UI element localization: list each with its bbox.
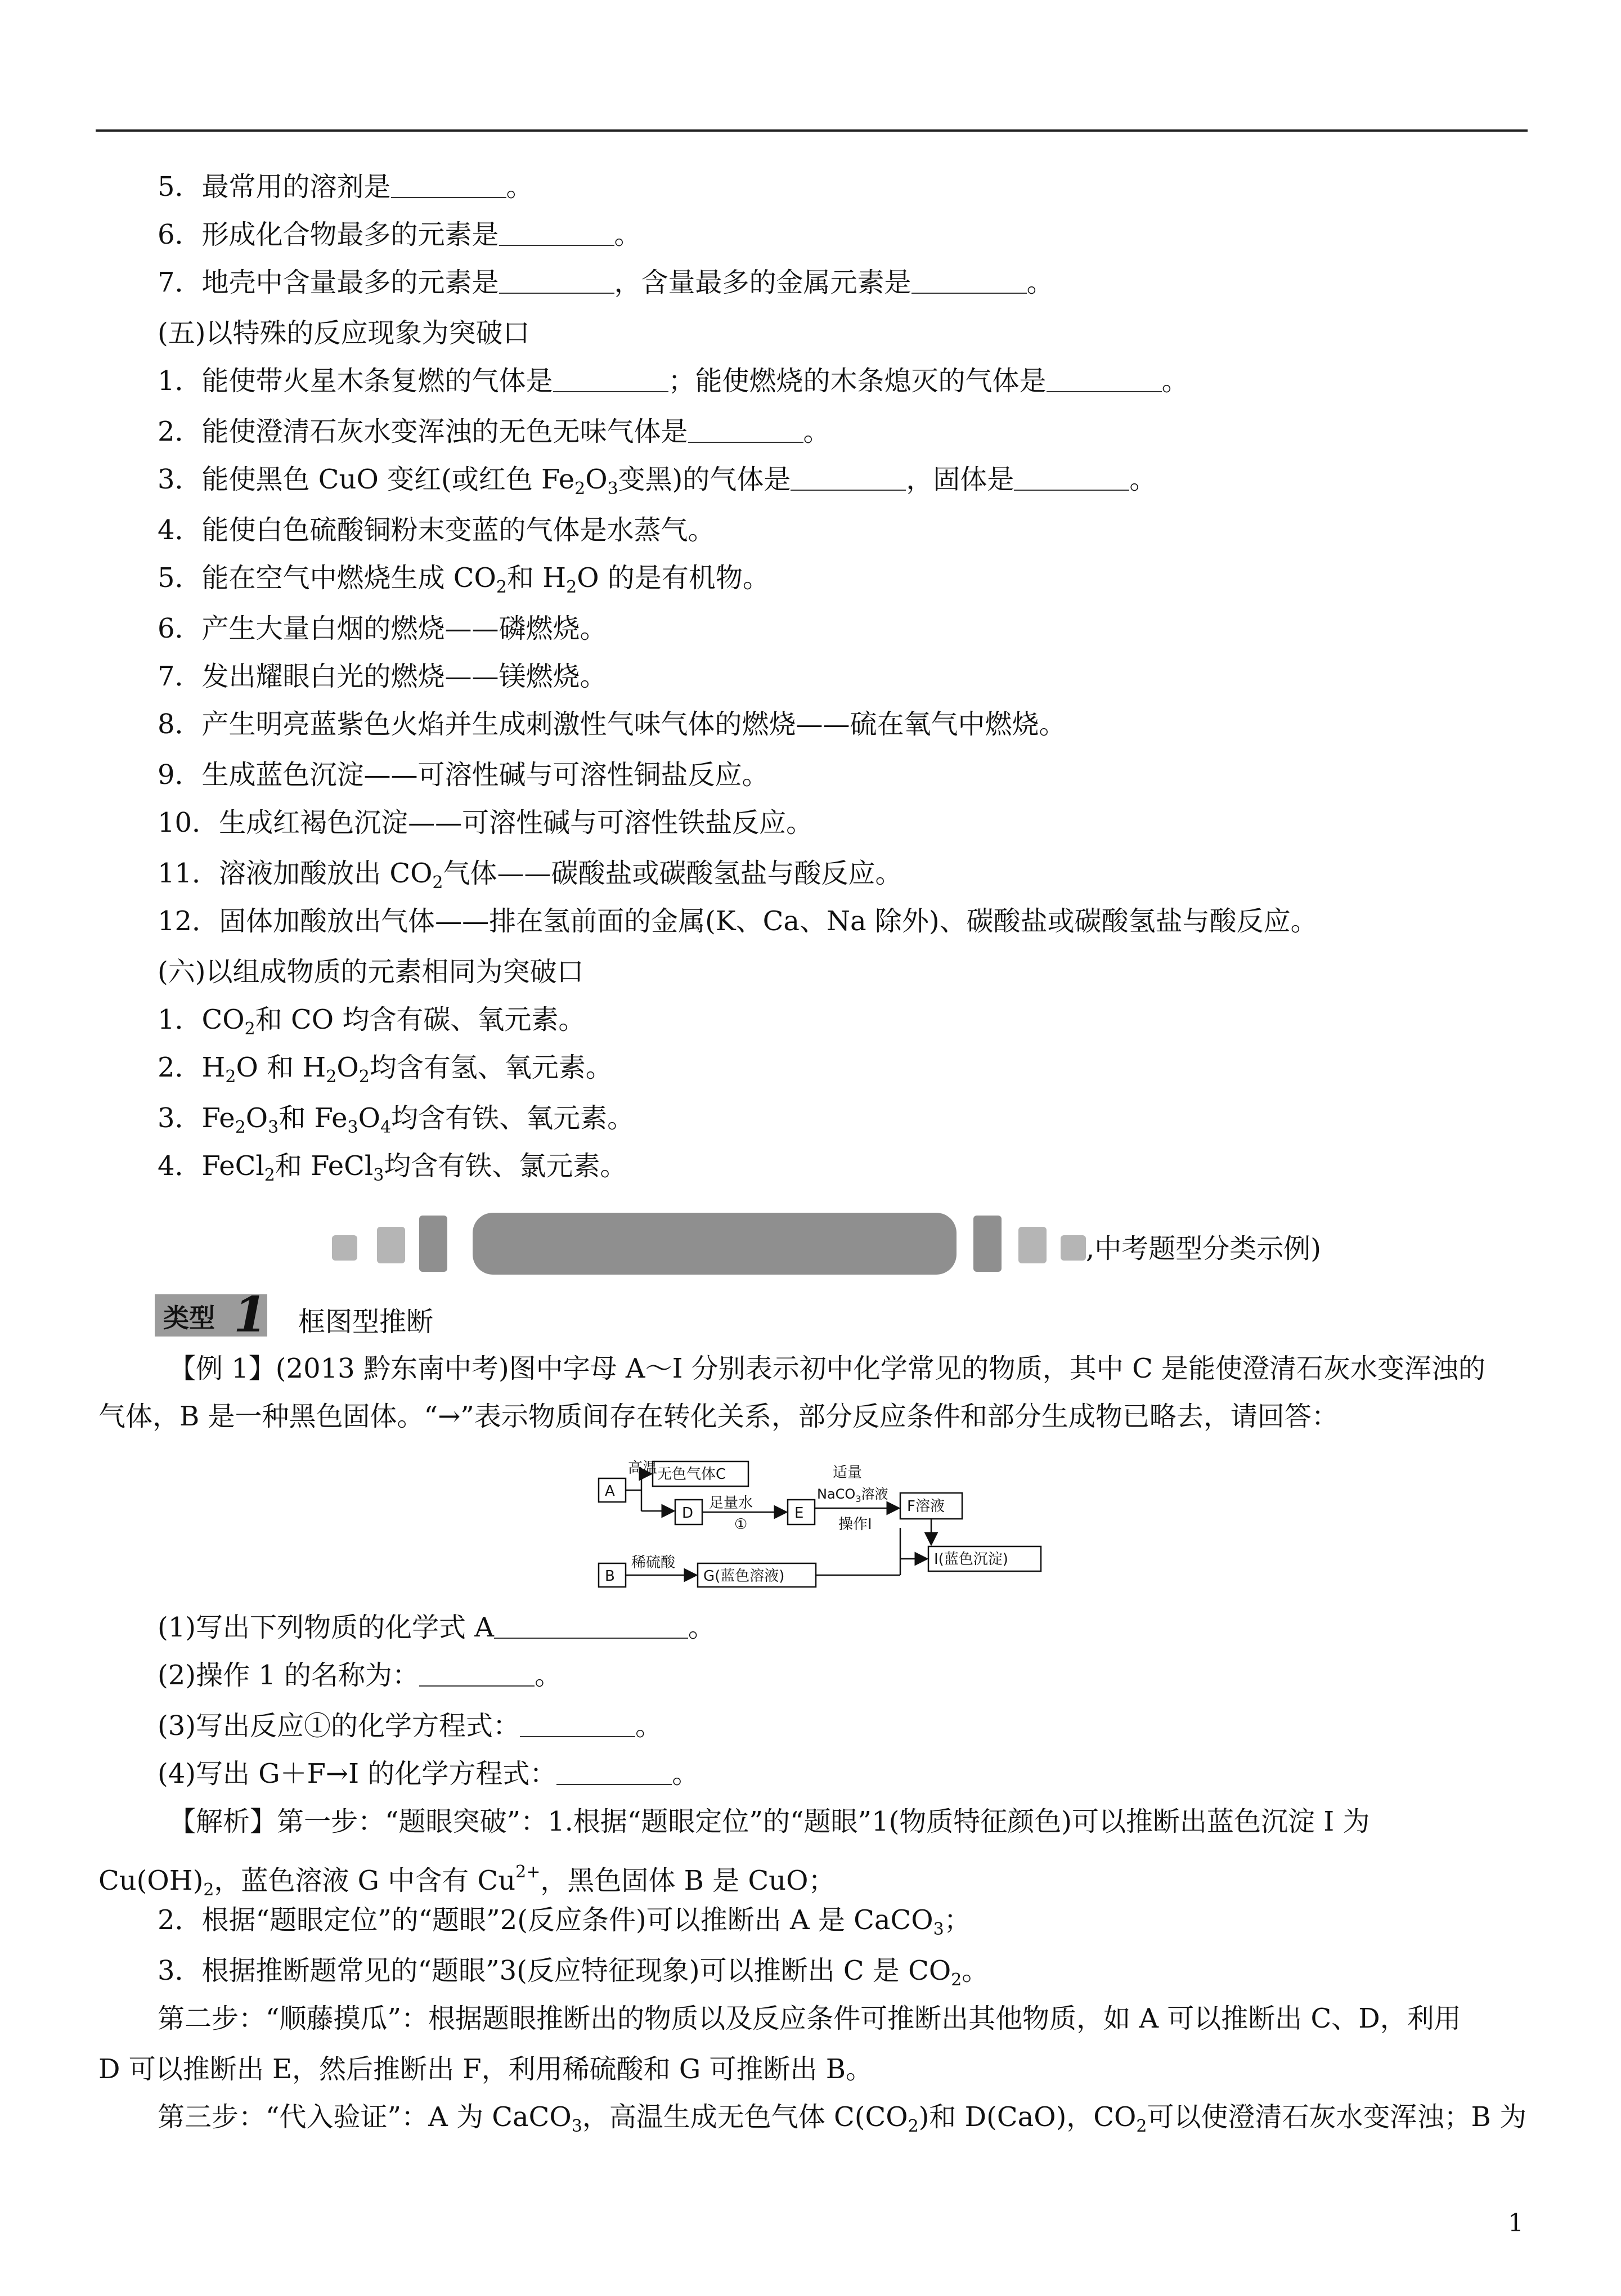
page-number: 1	[1508, 2209, 1524, 2237]
text-line: 9．生成蓝色沉淀——可溶性碱与可溶性铜盐反应。	[158, 759, 769, 791]
text-line: 6．形成化合物最多的元素是 。	[158, 219, 641, 250]
text-line: 5．能在空气中燃烧生成 $CO_2$和 $H_2O$ 的是有机物。	[158, 562, 770, 597]
answer-blank	[1047, 369, 1162, 392]
analysis-text: 第二步：“顺藤摸瓜”：根据题眼推断出的物质以及反应条件可推断出其他物质，如 A 可以推断出 C、D，利用	[158, 2003, 1461, 2034]
answer-blank	[499, 270, 614, 294]
answer-blank	[688, 419, 803, 443]
text-line: 6．产生大量白烟的燃烧——磷燃烧。	[158, 613, 607, 644]
label-operation: 操作Ⅰ	[838, 1516, 872, 1533]
text-line: 1．$CO_2$和 CO 均含有碳、氧元素。	[158, 1004, 586, 1039]
text-line: 3．$Fe_2O_3$和 $Fe_3O_4$均含有铁、氧元素。	[158, 1102, 635, 1137]
node-f-label: F溶液	[907, 1498, 945, 1515]
question-line: (1)写出下列物质的化学式 A 。	[158, 1612, 715, 1643]
banner-square	[1061, 1235, 1086, 1261]
label-reagent-1: 适量	[833, 1464, 863, 1481]
text-line: 7．发出耀眼白光的燃烧——镁燃烧。	[158, 661, 607, 692]
node-g-label: G(蓝色溶液)	[703, 1568, 785, 1585]
label-reagent-2: NaCO$_3$溶液	[817, 1486, 888, 1504]
analysis-text: D 可以推断出 E，然后推断出 F，利用稀硫酸和 G 可推断出 B。	[98, 2053, 873, 2085]
example-text: 【例 1】(2013 黔东南中考)图中字母 A～I 分别表示初中化学常见的物质，其中 C 是能使澄清石灰水变浑浊的	[169, 1353, 1486, 1384]
question-line: (2)操作 1 的名称为： 。	[158, 1660, 562, 1691]
analysis-text: 3．根据推断题常见的“题眼”3(反应特征现象)可以推断出 C 是 $CO_2$。	[158, 1955, 989, 1990]
text-line: 11．溶液加酸放出 $CO_2$气体——碳酸盐或碳酸氢盐与酸反应。	[158, 858, 902, 893]
type-label: 类型	[163, 1303, 215, 1333]
banner-square	[332, 1235, 357, 1261]
label-circle-1: ①	[734, 1516, 748, 1533]
question-line: (4)写出 G＋F→I 的化学方程式： 。	[158, 1758, 699, 1790]
text-line: 7．地壳中含量最多的元素是 ，含量最多的金属元素是 。	[158, 267, 1054, 298]
answer-blank	[556, 1761, 672, 1785]
text-line: 8．产生明亮蓝紫色火焰并生成刺激性气味气体的燃烧——硫在氧气中燃烧。	[158, 708, 1066, 740]
node-c-label: 无色气体C	[657, 1466, 726, 1483]
banner-square	[377, 1227, 405, 1263]
label-acid: 稀硫酸	[631, 1554, 676, 1571]
section-banner	[332, 1213, 1120, 1275]
text-line: 3．能使黑色 CuO 变红(或红色 $Fe_2O_3$变黑)的气体是 ，固体是 。	[158, 464, 1157, 499]
label-high-temp: 高温	[628, 1460, 658, 1477]
answer-blank	[791, 467, 906, 491]
node-e-label: E	[794, 1505, 804, 1522]
banner-square	[973, 1216, 1002, 1272]
banner-square	[1018, 1227, 1047, 1263]
type-title: 框图型推断	[298, 1306, 434, 1338]
text-line: 12．固体加酸放出气体——排在氢前面的金属(K、Ca、Na 除外)、碳酸盐或碳酸氢盐与酸反应。	[158, 905, 1318, 937]
analysis-text: 2．根据“题眼定位”的“题眼”2(反应条件)可以推断出 A 是 CaCO$_3$；	[158, 1904, 971, 1939]
banner-text: ,中考题型分类示例)	[1086, 1233, 1321, 1264]
answer-blank	[419, 1663, 535, 1687]
node-a-label: A	[605, 1483, 615, 1500]
text-line: 4．FeCl$_2$和 FeCl$_3$均含有铁、氯元素。	[158, 1150, 627, 1185]
text-line: 2．能使澄清石灰水变浑浊的无色无味气体是 。	[158, 416, 830, 447]
type-number: 1	[234, 1286, 267, 1343]
header-rule	[96, 129, 1528, 132]
text-line: 4．能使白色硫酸铜粉末变蓝的气体是水蒸气。	[158, 514, 715, 546]
answer-blank	[1014, 467, 1129, 491]
question-line: (3)写出反应①的化学方程式： 。	[158, 1710, 663, 1742]
text-line: 5．最常用的溶剂是 。	[158, 171, 533, 203]
analysis-text: 第三步：“代入验证”：A 为 CaCO$_3$，高温生成无色气体 $C(CO_2)$和 D(CaO)，$CO_2$可以使澄清石灰水变浑浊；B 为	[158, 2101, 1527, 2136]
flow-diagram	[596, 1455, 1092, 1603]
banner-square	[419, 1216, 447, 1272]
example-text: 气体，B 是一种黑色固体。“→”表示物质间存在转化关系，部分反应条件和部分生成物已略去，请回答：	[98, 1401, 1339, 1432]
answer-blank	[520, 1714, 635, 1737]
section-heading: (五)以特殊的反应现象为突破口	[158, 317, 530, 349]
analysis-text: 【解析】第一步：“题眼突破”：1.根据“题眼定位”的“题眼”1(物质特征颜色)可以推断出蓝色沉淀 I 为	[169, 1806, 1370, 1837]
answer-blank	[553, 369, 668, 392]
answer-blank	[499, 222, 614, 246]
text-line: 1．能使带火星木条复燃的气体是 ；能使燃烧的木条熄灭的气体是 。	[158, 365, 1189, 397]
node-i-label: I(蓝色沉淀)	[934, 1551, 1008, 1568]
answer-blank	[911, 270, 1027, 294]
node-d-label: D	[682, 1505, 694, 1522]
type-badge	[155, 1286, 267, 1343]
text-line: 10．生成红褐色沉淀——可溶性碱与可溶性铁盐反应。	[158, 807, 814, 838]
text-line: 2．$H_2O$ 和 $H_2O_2$均含有氢、氧元素。	[158, 1052, 613, 1087]
label-water: 足量水	[709, 1495, 753, 1512]
analysis-text: $Cu(OH)_2$，蓝色溶液 G 中含有 $Cu^{2+}$，黑色固体 B 是 CuO；	[98, 1862, 836, 1900]
answer-blank	[494, 1615, 688, 1639]
section-heading: (六)以组成物质的元素相同为突破口	[158, 956, 584, 988]
answer-blank	[391, 174, 506, 198]
banner-pill	[473, 1213, 957, 1275]
node-b-label: B	[605, 1568, 615, 1585]
